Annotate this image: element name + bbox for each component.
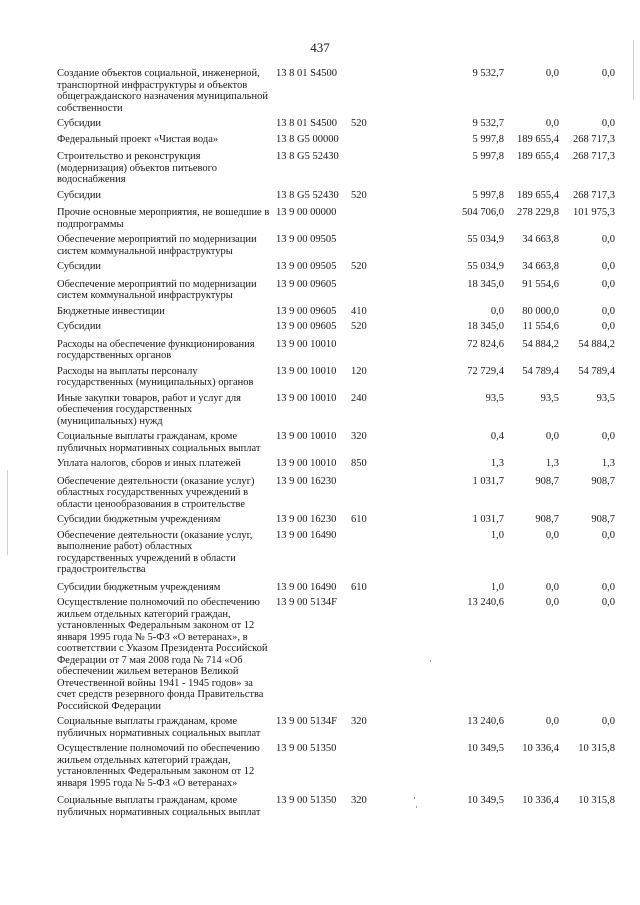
row-value-2021: 504 706,0 — [462, 207, 504, 218]
row-target-code: 13 9 00 5134F — [276, 716, 337, 727]
table-row — [57, 582, 617, 594]
row-value-2023: 0,0 — [601, 234, 615, 245]
row-value-2022: 0,0 — [545, 716, 559, 727]
row-value-2022: 1,3 — [545, 458, 559, 469]
row-value-2021: 55 034,9 — [467, 234, 504, 245]
row-value-2022: 0,0 — [545, 431, 559, 442]
row-name: Осуществление полномочий по обеспечению жильем отдельных категорий граждан, установленных Федеральным законом от 12 января 1995 года № 5-ФЗ «О ветеранах» — [57, 743, 260, 789]
row-value-2022: 54 789,4 — [522, 365, 559, 377]
row-name: Строительство и реконструкция (модернизация) объектов питьевого водоснабжения — [57, 151, 217, 185]
row-value-2022: 0,0 — [545, 68, 559, 79]
row-target-code: 13 9 00 09605 — [276, 321, 337, 332]
row-value-2021: 9 532,7 — [472, 118, 504, 129]
row-value-2023: 101 975,3 — [573, 207, 615, 218]
table-row — [57, 743, 617, 789]
row-value-2022: 908,7 — [535, 514, 559, 525]
row-value-2021: 10 349,5 — [467, 795, 504, 806]
row-value-2021: 5 997,8 — [472, 151, 504, 162]
row-value-2021: 1,0 — [490, 529, 504, 541]
row-expense-type: 520 — [351, 118, 367, 129]
row-name: Обеспечение деятельности (оказание услуг) областных государственных учреждений в области ценообразования в строительстве — [57, 475, 255, 510]
row-target-code: 13 9 00 09505 — [276, 261, 337, 272]
row-value-2023: 0,0 — [601, 278, 615, 290]
row-name: Бюджетные инвестиции — [57, 305, 165, 317]
row-expense-type: 320 — [351, 716, 367, 727]
table-row — [57, 234, 617, 257]
scan-edge-mark — [633, 40, 634, 100]
row-value-2023: 54 884,2 — [578, 338, 615, 350]
table-row — [57, 261, 617, 273]
row-target-code: 13 9 00 5134F — [276, 597, 337, 608]
row-value-2023: 908,7 — [591, 475, 615, 487]
row-value-2023: 0,0 — [601, 321, 615, 332]
row-target-code: 13 9 00 10010 — [276, 431, 337, 442]
row-value-2022: 278 229,8 — [517, 207, 559, 218]
row-expense-type: 520 — [351, 261, 367, 272]
row-value-2021: 1 031,7 — [472, 475, 504, 487]
row-target-code: 13 9 00 09605 — [276, 305, 337, 317]
row-value-2023: 0,0 — [601, 581, 615, 593]
row-name: Уплата налогов, сборов и иных платежей — [57, 458, 241, 469]
row-name: Обеспечение деятельности (оказание услуг, выполнение работ) областных государственных учреждений в области градостроительства — [57, 529, 253, 575]
row-value-2022: 11 554,6 — [522, 321, 559, 332]
row-name: Обеспечение мероприятий по модернизации систем коммунальной инфраструктуры — [57, 234, 257, 257]
row-value-2023: 268 717,3 — [573, 189, 615, 201]
row-value-2023: 0,0 — [601, 431, 615, 442]
table-row — [57, 393, 617, 428]
table-row — [57, 151, 617, 186]
row-value-2022: 0,0 — [545, 529, 559, 541]
scan-speck — [416, 806, 417, 808]
row-target-code: 13 9 00 16230 — [276, 475, 337, 487]
row-value-2022: 93,5 — [540, 392, 559, 404]
row-expense-type: 520 — [351, 189, 367, 201]
row-value-2023: 908,7 — [591, 514, 615, 525]
row-value-2021: 13 240,6 — [467, 716, 504, 727]
row-value-2021: 55 034,9 — [467, 261, 504, 272]
row-value-2021: 5 997,8 — [472, 189, 504, 201]
row-value-2023: 10 315,8 — [578, 795, 615, 806]
row-name: Социальные выплаты гражданам, кроме публичных нормативных социальных выплат — [57, 431, 261, 454]
row-value-2023: 0,0 — [601, 716, 615, 727]
row-name: Осуществление полномочий по обеспечению жильем отдельных категорий граждан, установленных Федеральным законом от 12 января 1995 года № 5-ФЗ «О ветеранах», в соответствии с Указом Президента Российской Федерации от 7 мая 2008 года № 714 «Об обеспечении жильем ветеранов Великой Отечественной войны 1941 - 1945 годов» за счет средств резервного фонда Правительства Российской Федерации — [57, 597, 268, 712]
row-value-2021: 72 824,6 — [467, 338, 504, 350]
row-value-2023: 0,0 — [601, 118, 615, 129]
row-value-2023: 0,0 — [601, 597, 615, 608]
row-value-2023: 54 789,4 — [578, 365, 615, 377]
row-target-code: 13 8 G5 52430 — [276, 189, 339, 201]
row-name: Субсидии — [57, 261, 102, 272]
row-name: Иные закупки товаров, работ и услуг для обеспечения государственных (муниципальных) нужд — [57, 392, 241, 427]
row-value-2021: 0,0 — [490, 305, 504, 317]
row-name: Социальные выплаты гражданам, кроме публичных нормативных социальных выплат — [57, 716, 261, 739]
row-name: Расходы на обеспечение функционирования государственных органов — [57, 338, 255, 361]
row-value-2021: 9 532,7 — [472, 68, 504, 79]
row-value-2023: 0,0 — [601, 529, 615, 541]
row-value-2023: 268 717,3 — [573, 151, 615, 162]
table-row — [57, 321, 617, 333]
row-value-2022: 10 336,4 — [522, 795, 559, 806]
row-name: Обеспечение мероприятий по модернизации систем коммунальной инфраструктуры — [57, 278, 257, 301]
row-value-2023: 0,0 — [601, 305, 615, 317]
row-target-code: 13 9 00 51350 — [276, 743, 337, 754]
page-number: 437 — [310, 40, 330, 55]
table-row — [57, 279, 617, 302]
row-value-2021: 13 240,6 — [467, 597, 504, 608]
row-value-2023: 1,3 — [601, 458, 615, 469]
table-row — [57, 476, 617, 511]
row-value-2021: 18 345,0 — [467, 321, 504, 332]
row-target-code: 13 9 00 51350 — [276, 795, 337, 806]
row-value-2023: 0,0 — [601, 68, 615, 79]
row-target-code: 13 8 G5 52430 — [276, 151, 339, 162]
table-row — [57, 530, 617, 576]
row-name: Субсидии — [57, 189, 102, 201]
scan-edge-mark — [7, 470, 8, 555]
row-name: Субсидии бюджетным учреждениям — [57, 514, 221, 525]
row-value-2021: 1 031,7 — [472, 514, 504, 525]
row-value-2023: 93,5 — [596, 392, 615, 404]
row-target-code: 13 9 00 16490 — [276, 581, 337, 593]
row-name: Субсидии бюджетным учреждениям — [57, 581, 221, 593]
row-expense-type: 520 — [351, 321, 367, 332]
table-row — [57, 118, 617, 130]
row-expense-type: 320 — [351, 795, 367, 806]
row-name: Расходы на выплаты персоналу государственных (муниципальных) органов — [57, 365, 254, 388]
table-row — [57, 339, 617, 362]
row-value-2022: 91 554,6 — [522, 278, 559, 290]
row-target-code: 13 9 00 00000 — [276, 207, 337, 218]
row-value-2022: 10 336,4 — [522, 743, 559, 754]
row-value-2022: 54 884,2 — [522, 338, 559, 350]
row-target-code: 13 8 G5 00000 — [276, 133, 339, 145]
row-value-2023: 268 717,3 — [573, 133, 615, 145]
table-row — [57, 597, 617, 712]
table-row — [57, 190, 617, 202]
row-expense-type: 120 — [351, 365, 367, 377]
row-target-code: 13 9 00 16490 — [276, 529, 337, 541]
table-row — [57, 514, 617, 526]
row-value-2022: 34 663,8 — [522, 261, 559, 272]
row-name: Субсидии — [57, 321, 102, 332]
row-value-2023: 10 315,8 — [578, 743, 615, 754]
table-row — [57, 431, 617, 454]
table-row — [57, 716, 617, 739]
row-value-2021: 10 349,5 — [467, 743, 504, 754]
scan-speck — [414, 797, 415, 799]
row-expense-type: 410 — [351, 305, 367, 317]
row-value-2021: 18 345,0 — [467, 278, 504, 290]
row-value-2021: 93,5 — [485, 392, 504, 404]
row-target-code: 13 8 01 S4500 — [276, 118, 337, 129]
row-name: Прочие основные мероприятия, не вошедшие в подпрограммы — [57, 207, 270, 230]
table-row — [57, 458, 617, 470]
row-name: Федеральный проект «Чистая вода» — [57, 133, 219, 145]
table-row — [57, 366, 617, 389]
row-value-2023: 0,0 — [601, 261, 615, 272]
row-target-code: 13 9 00 10010 — [276, 338, 337, 350]
row-value-2022: 0,0 — [545, 118, 559, 129]
row-value-2022: 80 000,0 — [522, 305, 559, 317]
row-name: Социальные выплаты гражданам, кроме публичных нормативных социальных выплат — [57, 795, 261, 818]
row-target-code: 13 9 00 10010 — [276, 458, 337, 469]
row-value-2022: 34 663,8 — [522, 234, 559, 245]
row-expense-type: 610 — [351, 514, 367, 525]
row-value-2021: 72 729,4 — [467, 365, 504, 377]
row-name: Создание объектов социальной, инженерной, транспортной инфраструктуры и объектов общегражданского назначения муниципальной собственности — [57, 68, 269, 114]
row-value-2022: 189 655,4 — [517, 189, 559, 201]
budget-table — [57, 68, 617, 818]
table-row — [57, 68, 617, 114]
row-expense-type: 240 — [351, 392, 367, 404]
row-target-code: 13 8 01 S4500 — [276, 68, 337, 79]
row-value-2022: 189 655,4 — [517, 151, 559, 162]
row-expense-type: 850 — [351, 458, 367, 469]
row-name: Субсидии — [57, 118, 102, 129]
scan-speck — [430, 660, 431, 662]
row-target-code: 13 9 00 16230 — [276, 514, 337, 525]
row-value-2021: 5 997,8 — [472, 133, 504, 145]
row-value-2022: 0,0 — [545, 581, 559, 593]
row-value-2022: 908,7 — [535, 475, 559, 487]
row-target-code: 13 9 00 10010 — [276, 365, 337, 377]
row-target-code: 13 9 00 09605 — [276, 278, 337, 290]
row-value-2022: 0,0 — [545, 597, 559, 608]
table-row — [57, 134, 617, 146]
row-target-code: 13 9 00 10010 — [276, 392, 337, 404]
table-row — [57, 207, 617, 230]
row-expense-type: 610 — [351, 581, 367, 593]
row-value-2022: 189 655,4 — [517, 133, 559, 145]
row-expense-type: 320 — [351, 431, 367, 442]
row-value-2021: 0,4 — [490, 431, 504, 442]
row-target-code: 13 9 00 09505 — [276, 234, 337, 245]
table-row — [57, 306, 617, 318]
table-row — [57, 795, 617, 818]
row-value-2021: 1,0 — [490, 581, 504, 593]
row-value-2021: 1,3 — [490, 458, 504, 469]
